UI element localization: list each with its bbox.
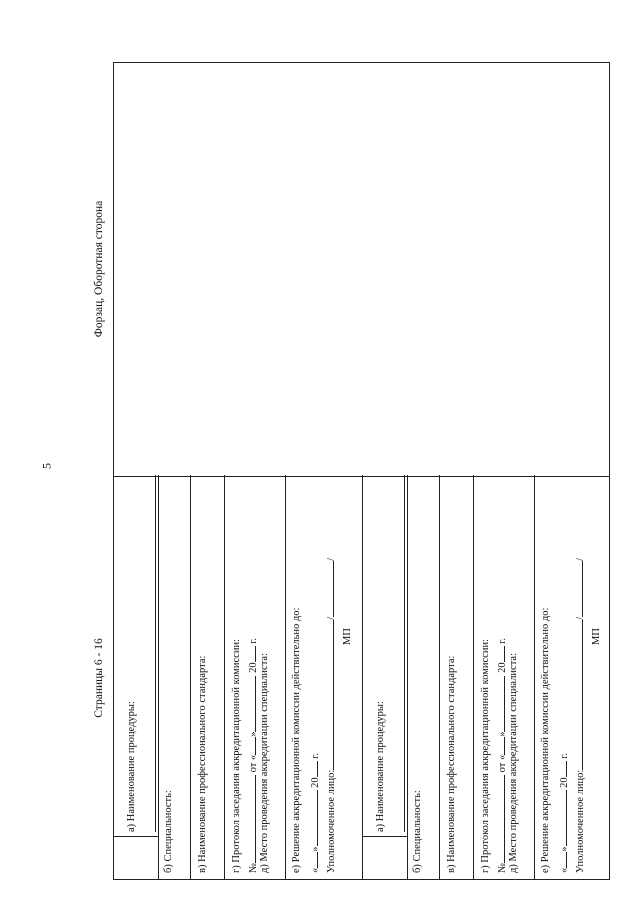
- protocol-date-from: от «: [497, 754, 508, 773]
- divider: [224, 475, 225, 879]
- protocol-date-quote: »: [497, 731, 508, 737]
- day-blank: [306, 852, 318, 868]
- procedure-name-line: [155, 475, 156, 832]
- protocol-number-sign: №: [497, 862, 508, 873]
- protocol-number-blank: [244, 775, 256, 863]
- seal-mark: МП: [591, 628, 602, 645]
- protocol-year-prefix: 20: [497, 662, 508, 673]
- left-page-caption: Страницы 6 - 16: [93, 638, 105, 718]
- protocol-date-from: от «: [248, 754, 259, 773]
- month-blank: [493, 676, 505, 732]
- accreditation-record-block: [362, 475, 611, 879]
- accreditation-record-block: [114, 475, 362, 879]
- signature-slash: /: [575, 616, 586, 620]
- signature-slash: /: [326, 616, 337, 620]
- protocol-label: г) Протокол заседания аккредитационной комиссии:: [480, 639, 491, 873]
- year-blank: [555, 761, 567, 777]
- divider: [439, 475, 440, 879]
- year-blank: [244, 646, 256, 662]
- location-label: д) Место проведения аккредитации специалиста:: [259, 652, 270, 873]
- location-label: д) Место проведения аккредитации специалиста:: [508, 652, 519, 873]
- page-number: 5: [39, 463, 54, 469]
- day-blank: [493, 737, 505, 755]
- protocol-date-quote: »: [248, 731, 259, 737]
- name-blank: [322, 561, 334, 617]
- name-blank: [571, 561, 583, 617]
- protocol-year-prefix: 20: [248, 662, 259, 673]
- month-blank: [555, 791, 567, 847]
- divider: [285, 475, 286, 879]
- authorized-person-line: [571, 558, 587, 873]
- divider: [190, 475, 191, 879]
- day-blank: [244, 737, 256, 755]
- divider: [407, 475, 408, 879]
- signature-blank: [322, 620, 334, 770]
- decision-date-line: [555, 753, 571, 873]
- professional-standard-label: в) Наименование профессионального стандарта:: [446, 655, 457, 873]
- decision-quote-close: »: [310, 846, 321, 852]
- protocol-year-suffix: г.: [248, 638, 259, 644]
- procedure-name-label: а) Наименование процедуры:: [375, 701, 386, 832]
- protocol-number-blank: [493, 775, 505, 863]
- authorized-person-label: Уполномоченное лицо:: [575, 769, 586, 873]
- signature-blank: [571, 620, 583, 770]
- decision-valid-until-label: е) Решение аккредитационной комиссии действительно до:: [540, 607, 551, 873]
- decision-quote-close: »: [559, 846, 570, 852]
- flyleaf-back-frame: [113, 62, 610, 476]
- day-blank: [555, 852, 567, 868]
- certificate-pages-frame: [113, 476, 610, 880]
- month-blank: [244, 676, 256, 732]
- seal-mark: МП: [342, 628, 353, 645]
- year-blank: [493, 646, 505, 662]
- decision-year-prefix: 20: [310, 777, 321, 788]
- decision-date-line: [306, 753, 322, 873]
- decision-year-suffix: г.: [559, 753, 570, 759]
- specialty-label: б) Специальность:: [163, 790, 174, 873]
- decision-year-suffix: г.: [310, 753, 321, 759]
- protocol-number-sign: №: [248, 862, 259, 873]
- protocol-label: г) Протокол заседания аккредитационной комиссии:: [231, 639, 242, 873]
- authorized-person-label: Уполномоченное лицо:: [326, 769, 337, 873]
- decision-valid-until-label: е) Решение аккредитационной комиссии действительно до:: [291, 607, 302, 873]
- protocol-year-suffix: г.: [497, 638, 508, 644]
- divider: [534, 475, 535, 879]
- procedure-name-line: [404, 475, 405, 832]
- corner-box: [114, 836, 159, 879]
- specialty-label: б) Специальность:: [412, 790, 423, 873]
- professional-standard-label: в) Наименование профессионального стандарта:: [197, 655, 208, 873]
- rotated-spread: [88, 42, 610, 880]
- decision-quote-open: «: [559, 867, 570, 873]
- authorized-person-line: [322, 558, 338, 873]
- corner-box: [363, 836, 408, 879]
- signature-slash: /: [575, 557, 586, 561]
- signature-slash: /: [326, 557, 337, 561]
- divider: [158, 475, 159, 879]
- decision-quote-open: «: [310, 867, 321, 873]
- procedure-name-label: а) Наименование процедуры:: [126, 701, 137, 832]
- year-blank: [306, 761, 318, 777]
- right-page-caption: Форзац, Оборотная сторона: [93, 200, 105, 338]
- month-blank: [306, 791, 318, 847]
- divider: [473, 475, 474, 879]
- decision-year-prefix: 20: [559, 777, 570, 788]
